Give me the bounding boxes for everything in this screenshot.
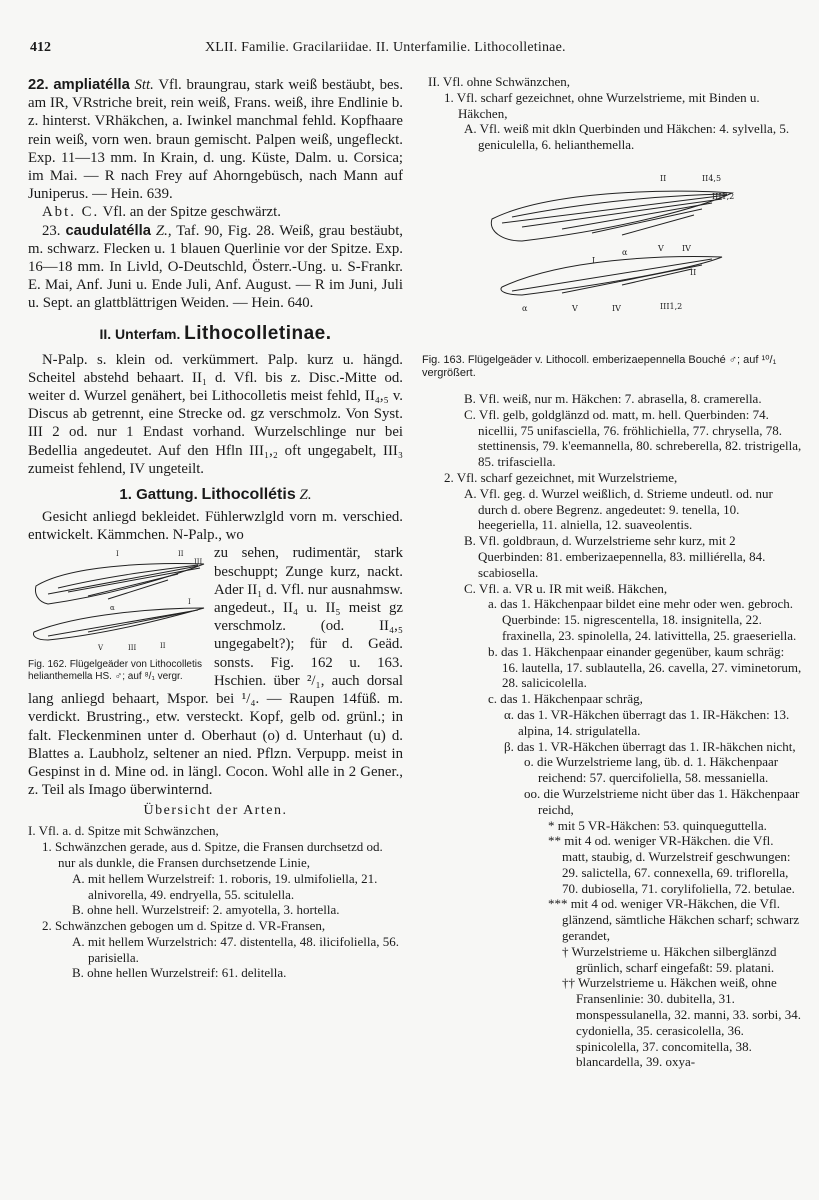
key-line: * mit 5 VR-Häkchen: 53. quinqueguttella. bbox=[548, 817, 767, 833]
genus-text-2: zu sehen, rudimentär, stark beschuppt; Zunge kurz, nackt. Ader II₁ d. Vfl. nur ausnahmsw. angedeut., II₄ u. II₅ meist gz verschmolz. (od. II₄,₅ ungegabelt?); für d. Geäd. sonsts. Fig. 162 u. 163. Hschien. über ²/₁, auch dorsal lang anliegd behaart, Mspor. bei ¹/₄. — Raupen 14füß. m. verdickt. Brustring., etw. versteckt. Kopf, gelb od. grünl.; in falt. Fleckenminen unter d. Oberhaut (o) d. Unterhaut (u) d. Blattes a. Laubholz, seltener an nied. Pflzn. Verpupp. meist in Gespinst in d. Mine od. in längl. Cocon. Wohl alle in 2 Gener., z. Teil als Imago überwinternd. bbox=[28, 545, 403, 799]
abt-c-label: Abt. C. bbox=[42, 204, 100, 221]
abt-c-text: Vfl. an der Spitze geschwärzt. bbox=[102, 204, 281, 221]
key-line: B. ohne hellen Wurzelstreif: 61. delitella. bbox=[72, 965, 287, 981]
figure-162 bbox=[28, 544, 208, 686]
key-line: B. Vfl. weiß, nur m. Häkchen: 7. abrasella, 8. cramerella. bbox=[464, 390, 762, 406]
key-line: II. Vfl. ohne Schwänzchen, bbox=[428, 74, 570, 89]
left-column bbox=[28, 76, 403, 1196]
key-line: 2. Vfl. scharf gezeichnet, mit Wurzelstrieme, bbox=[444, 469, 678, 485]
key-line: α. das 1. VR-Häkchen überragt das 1. IR-Häkchen: 13. alpina, 14. strigulatella. bbox=[504, 706, 790, 738]
key-line: 2. Schwänzchen gebogen um d. Spitze d. VR-Fransen, bbox=[42, 918, 326, 934]
genus-name: Lithocollétis bbox=[201, 486, 296, 504]
key-line: B. Vfl. goldbraun, d. Wurzelstrieme sehr kurz, mit 2 Querbinden: 81. emberizaepennella, 83. milliérella, 84. scabiosella. bbox=[464, 533, 766, 580]
key-line: A. Vfl. weiß mit dkln Querbinden und Häkchen: 4. sylvella, 5. geniculella, 6. helianthemella. bbox=[464, 121, 790, 153]
svg-text:II4,5: II4,5 bbox=[702, 173, 722, 183]
svg-text:II: II bbox=[690, 267, 697, 277]
key-line: C. Vfl. a. VR u. IR mit weiß. Häkchen, bbox=[464, 580, 668, 596]
key-line: †† Wurzelstrieme u. Häkchen weiß, ohne Fransenlinie: 30. dubitella, 31. monspessulanella, 32. manni, 33. sorbi, 34. cydoniella, 35. cerasicolella, 36. spinicolella, 37. concomitella, 38. blancardella, 39. oxya- bbox=[562, 975, 801, 1070]
svg-text:V: V bbox=[572, 303, 578, 313]
entry-23-name: caudulatélla bbox=[65, 222, 151, 239]
figure-162-caption: Fig. 162. Flügelgeäder von Lithocolletis helianthemella HS. ♂; auf ⁸/₁ vergr. bbox=[28, 659, 202, 683]
svg-text:IV: IV bbox=[612, 303, 621, 313]
svg-text:I: I bbox=[116, 550, 119, 559]
abt-c bbox=[28, 203, 403, 221]
key-line: *** mit 4 od. weniger VR-Häkchen, die Vfl. glänzend, sämtliche Häkchen scharf; schwarz gerandet, bbox=[548, 896, 800, 944]
svg-text:II: II bbox=[178, 550, 184, 559]
page-header bbox=[30, 40, 789, 62]
entry-23-text: Taf. 90, Fig. 28. Weiß, grau bestäubt, m. schwarz. Flecken u. 1 blauen Querlinie vor der Spitze. Exp. 16—18 mm. In Livld, O-Deutschld, Österr.-Ung. u. S-Frankr. E. Mai, Anf. Juni u. Ende Juli, Anf. August. — R im Juni, Juli u. Sept. an glattblättrigen Weiden. — Hein. 640. bbox=[28, 222, 403, 312]
entry-23 bbox=[28, 222, 403, 313]
figure-163 bbox=[422, 159, 802, 387]
svg-text:I: I bbox=[188, 598, 191, 607]
key-line: 1. Vfl. scharf gezeichnet, ohne Wurzelstrieme, mit Binden u. Häkchen, bbox=[444, 89, 760, 121]
key-line: B. ohne hell. Wurzelstreif: 2. amyotella, 3. hortella. bbox=[72, 902, 340, 918]
genus-author: Z. bbox=[299, 487, 312, 504]
key-line: I. Vfl. a. d. Spitze mit Schwänzchen, bbox=[28, 823, 219, 839]
entry-22-author: Stt. bbox=[134, 77, 154, 93]
figure-163-caption: Fig. 163. Flügelgeäder v. Lithocoll. emberizaepennella Bouché ♂; auf ¹⁰/₁ vergrößert. bbox=[422, 353, 777, 379]
key-line: A. mit hellem Wurzelstrich: 47. distentella, 48. ilicifoliella, 56. parisiella. bbox=[72, 933, 400, 965]
wing-venation-163-image bbox=[422, 159, 802, 349]
key-line: ** mit 4 od. weniger VR-Häkchen. die Vfl. matt, staubig, d. Wurzelstreif geschwungen: 29. salictella, 67. connexella, 69. triflorella, 70. dubiosella, 71. corylifoliella, 72. betulae. bbox=[548, 833, 795, 896]
svg-text:III: III bbox=[194, 558, 203, 567]
svg-text:II: II bbox=[160, 642, 166, 651]
svg-text:IV: IV bbox=[682, 243, 691, 253]
svg-text:III1,2: III1,2 bbox=[712, 191, 735, 201]
genus-heading bbox=[28, 486, 403, 504]
svg-text:α: α bbox=[522, 303, 528, 313]
svg-text:V: V bbox=[658, 243, 664, 253]
svg-text:III1,2: III1,2 bbox=[660, 301, 683, 311]
key-line: b. das 1. Häkchenpaar einander gegenüber, kaum schräg: 16. lautella, 17. sublautella, 26. cavella, 27. viminetorum, 28. salicicolella. bbox=[488, 643, 802, 691]
key-line: a. das 1. Häkchenpaar bildet eine mehr oder wen. gebroch. Querbinde: 15. nigrescentella, 18. insignitella, 22. fraxinella, 23. spinolella, 24. lativittella, 25. graeseriella. bbox=[488, 596, 797, 643]
subfamily-label: II. Unterfam. bbox=[99, 325, 181, 342]
entry-22 bbox=[28, 76, 403, 203]
entry-23-author: Z., bbox=[155, 222, 172, 239]
svg-text:α: α bbox=[110, 604, 115, 613]
key-line: oo. die Wurzelstrieme nicht über das 1. Häkchenpaar reichd, bbox=[524, 785, 800, 817]
key-line: 1. Schwänzchen gerade, aus d. Spitze, die Fransen durchsetzd od. nur als dunkle, die Fransen durchsetzende Linie, bbox=[42, 839, 383, 870]
running-head: XLII. Familie. Gracilariidae. II. Unterfamilie. Lithocolletinae. bbox=[205, 40, 566, 55]
subfamily-text: N-Palp. s. klein od. verkümmert. Palp. kurz u. hängd. Scheitel abstehd behaart. II₁ d. Vfl. bis z. Disc.-Mitte od. weiter d. Wurzel genähert, bei Lithocolletis meist fehld, II₄,₅ v. Discus ab getrennt, eine Strecke od. gz verschmolz. Von Syst. III 2 od. nur 1 Endast vorhand. Wurzelschlinge nur bei Bedellia angedeutet. Auf den Hfln III₁,₂ oft ungegabelt, III₃ zumeist fehlend, IV ungeteilt. bbox=[28, 351, 403, 477]
subfamily-name: Lithocolletinae. bbox=[184, 322, 332, 344]
key-line: β. das 1. VR-Häkchen überragt das 1. IR-häkchen nicht, bbox=[504, 738, 796, 754]
svg-text:V: V bbox=[98, 644, 104, 653]
genus-text-1: Gesicht anliegd bekleidet. Fühlerwzlgld vorn m. verschied. entwickelt. Kämmchen. N-Palp., wo bbox=[28, 509, 403, 544]
entry-23-number: 23. bbox=[42, 222, 61, 239]
page-number: 412 bbox=[30, 40, 51, 55]
subfamily-heading bbox=[28, 323, 403, 345]
key-line: o. die Wurzelstrieme lang, üb. d. 1. Häkchenpaar reichend: 57. quercifoliella, 58. messaniella. bbox=[524, 754, 779, 786]
key-line: C. Vfl. gelb, goldglänzd od. matt, m. hell. Querbinden: 74. nicellii, 75 unifasciella, 76. fröhlichiella, 77. chrysella, 78. stettinensis, 79. k'eemannella, 80. schreberella, 82. tristrigella, 85. trifasciella. bbox=[464, 406, 802, 470]
entry-22-number: 22. bbox=[28, 77, 49, 93]
wing-venation-162-image bbox=[28, 544, 208, 654]
key-heading: Übersicht der Arten. bbox=[143, 803, 288, 819]
key-line: c. das 1. Häkchenpaar schräg, bbox=[488, 691, 643, 707]
svg-text:I: I bbox=[592, 255, 596, 265]
svg-text:III: III bbox=[128, 644, 137, 653]
svg-text:α: α bbox=[622, 247, 628, 257]
key-line: † Wurzelstrieme u. Häkchen silberglänzd grünlich, scharf eingefaßt: 59. platani. bbox=[562, 943, 777, 975]
right-column bbox=[422, 74, 802, 1194]
entry-22-name: ampliatélla bbox=[53, 77, 130, 93]
genus-label: 1. Gattung. bbox=[119, 486, 198, 504]
key-line: A. mit hellem Wurzelstreif: 1. roboris, 19. ulmifoliella, 21. alnivorella, 49. endryella, 55. scitulella. bbox=[72, 870, 378, 902]
entry-22-text: Vfl. braungrau, stark weiß bestäubt, bes. am IR, VRstriche breit, rein weiß, Frans. weiß, ihre Endlinie b. z. hinterst. VRhäkchen, a. Iwinkel manchmal fehld. Kopfhaare rein weiß, vorn wen. braun gemischt. Palpen weiß, ungefleckt. Exp. 11—13 mm. In Krain, d. ung. Küste, Dalm. u. Corsica; im Mai. — R nach Frey auf Ahorngebüsch, nach Mann auf Juniperus. — Hein. 639. bbox=[28, 77, 403, 203]
key-line: A. Vfl. geg. d. Wurzel weißlich, d. Strieme undeutl. od. nur durch d. obere Begrenz. angedeutet: 9. tenella, 10. heegeriella, 11. alniella, 12. suaveolentis. bbox=[464, 485, 773, 533]
svg-text:II: II bbox=[660, 173, 667, 183]
